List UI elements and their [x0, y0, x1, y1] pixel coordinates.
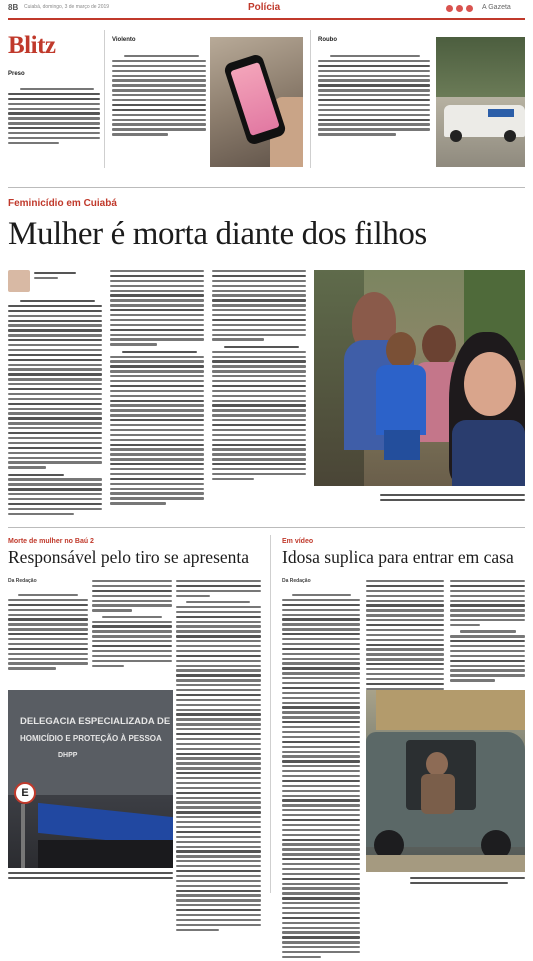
- story3-byline: Da Redação: [282, 578, 311, 584]
- story2-byline: Da Redação: [8, 578, 37, 584]
- family-photo: [314, 270, 525, 486]
- instagram-icon: [446, 5, 453, 12]
- lead-col3-text: [212, 270, 306, 483]
- blitz-col4-title: Roubo: [318, 37, 337, 43]
- header-rule: [8, 18, 525, 20]
- blitz-col1-text: [8, 88, 100, 147]
- story3-kicker: Em vídeo: [282, 538, 314, 545]
- blitz-col2-text: [112, 55, 206, 138]
- blitz-col2-title: Violento: [112, 37, 136, 43]
- blitz-title: Blitz: [8, 32, 56, 59]
- sign-line-3: DHPP: [58, 752, 78, 759]
- story2-headline: Responsável pelo tiro se apresenta: [8, 547, 250, 567]
- section-label: Polícia: [248, 2, 281, 13]
- story2-kicker: Morte de mulher no Baú 2: [8, 538, 94, 545]
- facebook-icon: [456, 5, 463, 12]
- brand-logo: A Gazeta: [482, 4, 511, 11]
- story3-headline: Idosa suplica para entrar em casa: [282, 547, 514, 567]
- lead-col1-text: [8, 300, 102, 518]
- blitz-col4-text: [318, 55, 430, 138]
- family-photo-caption: [380, 494, 525, 504]
- author-avatar: [8, 270, 30, 292]
- author-byline: [34, 272, 94, 282]
- twitter-icon: [466, 5, 473, 12]
- car-photo-caption: [410, 877, 525, 887]
- dhpp-photo-caption: [8, 872, 173, 882]
- issue-date: Cuiabá, domingo, 3 de março de 2019: [24, 4, 110, 10]
- lead-col2-text: [110, 270, 204, 507]
- sign-line-2: HOMICÍDIO E PROTEÇÃO À PESSOA: [20, 734, 162, 743]
- story3-col3-text: [450, 580, 525, 684]
- page-number: 8B: [8, 3, 19, 12]
- story2-col1-text: [8, 594, 88, 672]
- dhpp-sign-photo: [8, 690, 173, 868]
- no-parking-sign-icon: E: [14, 782, 36, 804]
- lead-headline: Mulher é morta diante dos filhos: [8, 216, 427, 252]
- lead-kicker: Feminicídio em Cuiabá: [8, 198, 117, 209]
- phone-photo: [210, 37, 303, 167]
- story3-col1-text: [282, 594, 360, 961]
- story2-col2-text: [92, 580, 172, 669]
- page-header: [0, 0, 533, 18]
- police-car-photo: [436, 37, 525, 167]
- elderly-woman-car-photo: [366, 690, 525, 872]
- story2-col3-text: [176, 580, 261, 934]
- blitz-sub-title: Preso: [8, 71, 25, 77]
- sign-line-1: DELEGACIA ESPECIALIZADA DE: [20, 716, 171, 727]
